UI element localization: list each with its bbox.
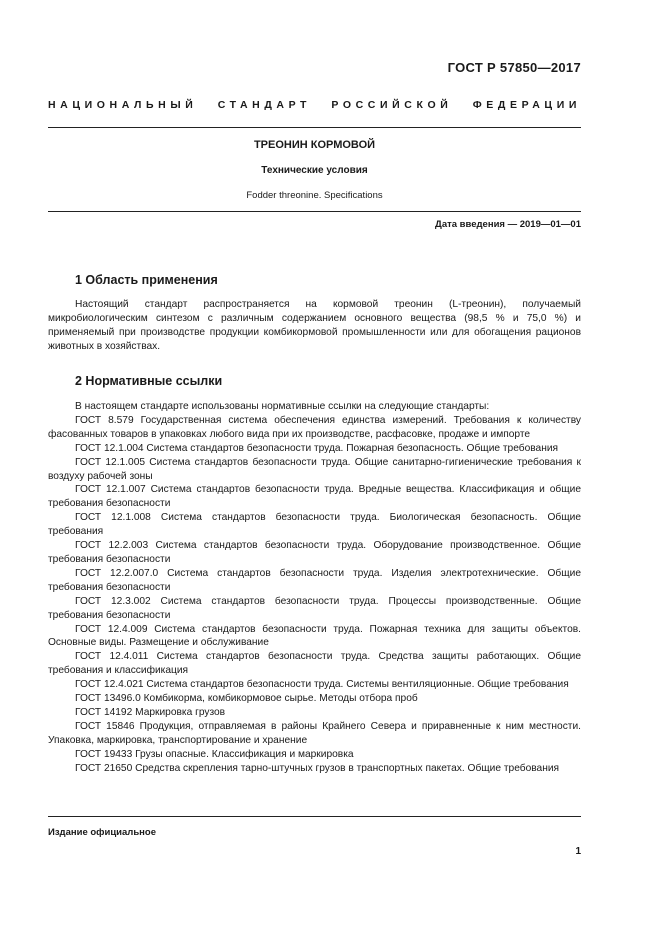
reference-item: ГОСТ 12.4.021 Система стандартов безопасности труда. Системы вентиляционные. Общие требования bbox=[75, 679, 569, 691]
introduction-date: Дата введения — 2019—01—01 bbox=[435, 219, 581, 230]
reference-item: ГОСТ 12.1.007 Система стандартов безопасности труда. Вредные вещества. Классификация и общие требования безопасности bbox=[48, 484, 581, 510]
national-standard-banner: НАЦИОНАЛЬНЫЙ СТАНДАРТ РОССИЙСКОЙ ФЕДЕРАЦИИ bbox=[48, 99, 581, 111]
section-1-body bbox=[48, 298, 581, 354]
title-divider bbox=[48, 211, 581, 212]
reference-item: ГОСТ 14192 Маркировка грузов bbox=[75, 706, 226, 718]
reference-item: ГОСТ 12.2.007.0 Система стандартов безопасности труда. Изделия электротехнические. Общие требования безопасности bbox=[48, 567, 581, 593]
reference-item: ГОСТ 12.3.002 Система стандартов безопасности труда. Процессы производственные. Общие требования безопасности bbox=[48, 595, 581, 621]
footer-divider bbox=[48, 816, 581, 817]
reference-item: ГОСТ 12.1.004 Система стандартов безопасности труда. Пожарная безопасность. Общие требования bbox=[75, 442, 559, 454]
reference-item: ГОСТ 8.579 Государственная система обеспечения единства измерений. Требования к количеству фасованных товаров в упаковках любого вида при их производстве, расфасовке, продаже и импорте bbox=[48, 414, 581, 440]
reference-item: ГОСТ 12.2.003 Система стандартов безопасности труда. Оборудование производственное. Общие требования безопасности bbox=[48, 540, 581, 565]
standard-title: ТРЕОНИН КОРМОВОЙ bbox=[253, 139, 376, 151]
reference-item: ГОСТ 13496.0 Комбикорма, комбикормовое сырье. Методы отбора проб bbox=[75, 693, 418, 705]
reference-item: ГОСТ 12.1.005 Система стандартов безопасности труда. Общие санитарно-гигиенические требования к воздуху рабочей зоны bbox=[48, 456, 581, 482]
document-number: ГОСТ Р 57850—2017 bbox=[447, 60, 581, 75]
reference-item: ГОСТ 12.4.011 Система стандартов безопасности труда. Средства защиты работающих. Общие требования и классификация bbox=[48, 651, 581, 677]
english-title: Fodder threonine. Specifications bbox=[246, 190, 383, 201]
standard-subtitle: Технические условия bbox=[261, 165, 368, 176]
reference-item: ГОСТ 19433 Грузы опасные. Классификация и маркировка bbox=[75, 748, 354, 760]
reference-item: ГОСТ 15846 Продукция, отправляемая в районы Крайнего Севера и приравненные к ним местности. Упаковка, маркировка, транспортирование и хранение bbox=[48, 720, 581, 746]
section-1-paragraph: Настоящий стандарт распространяется на кормовой треонин (L-треонин), получаемый микробиологическим синтезом с различным содержанием основного вещества (98,5 % и 75,0 %) и применяемый при производстве продукции комбикормовой промышленности или для обогащения рационов животных в хозяйствах. bbox=[48, 299, 581, 352]
reference-item: ГОСТ 12.4.009 Система стандартов безопасности труда. Пожарная техника для защиты объектов. Основные виды. Размещение и обслуживание bbox=[48, 623, 581, 649]
official-edition-label: Издание официальное bbox=[48, 827, 156, 838]
section-2-heading: 2 Нормативные ссылки bbox=[75, 374, 223, 388]
reference-item: ГОСТ 21650 Средства скрепления тарно-штучных грузов в транспортных пакетах. Общие требования bbox=[75, 762, 560, 774]
page-number: 1 bbox=[575, 846, 581, 857]
section-2-body bbox=[48, 400, 581, 775]
section-2-intro: В настоящем стандарте использованы нормативные ссылки на следующие стандарты: bbox=[75, 401, 490, 412]
section-1-heading: 1 Область применения bbox=[75, 273, 218, 287]
header-divider bbox=[48, 127, 581, 128]
reference-item: ГОСТ 12.1.008 Система стандартов безопасности труда. Биологическая безопасность. Общие требования bbox=[48, 512, 581, 538]
